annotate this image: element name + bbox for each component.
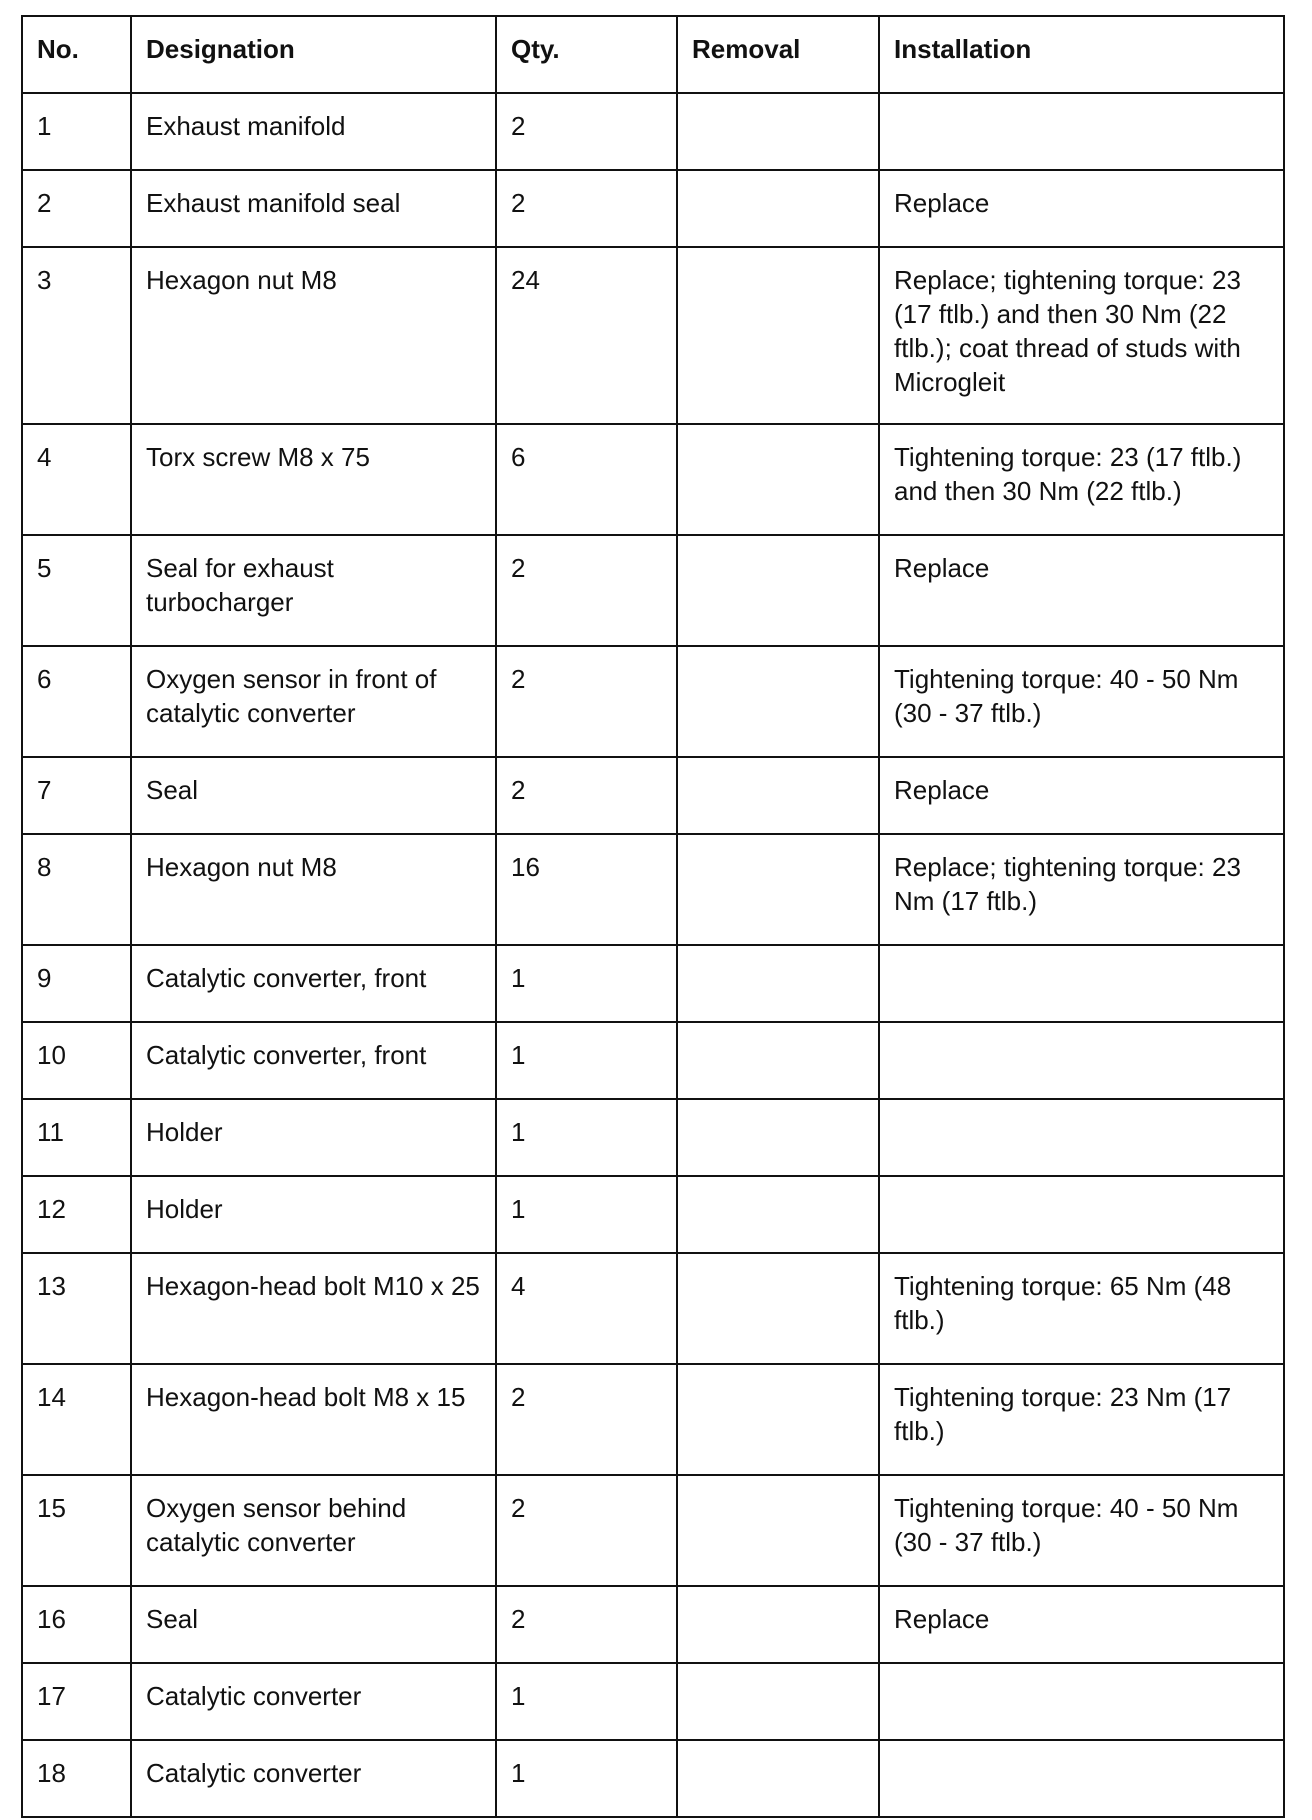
cell-removal — [677, 1586, 879, 1663]
cell-designation: Seal — [131, 1586, 496, 1663]
cell-installation — [879, 945, 1284, 1022]
cell-qty: 1 — [496, 1022, 677, 1099]
cell-removal — [677, 757, 879, 834]
cell-no: 7 — [22, 757, 131, 834]
cell-no: 9 — [22, 945, 131, 1022]
cell-no: 2 — [22, 170, 131, 247]
cell-removal — [677, 1022, 879, 1099]
cell-designation: Torx screw M8 x 75 — [131, 424, 496, 535]
cell-no: 17 — [22, 1663, 131, 1740]
table-row — [22, 424, 1284, 535]
cell-removal — [677, 945, 879, 1022]
cell-qty: 2 — [496, 1586, 677, 1663]
cell-removal — [677, 1253, 879, 1364]
table-row — [22, 1176, 1284, 1253]
cell-no: 5 — [22, 535, 131, 646]
cell-designation: Holder — [131, 1176, 496, 1253]
header-row — [22, 16, 1284, 93]
header-installation: Installation — [879, 16, 1284, 93]
cell-installation: Replace; tightening torque: 23 (17 ftlb.) and then 30 Nm (22 ftlb.); coat thread of studs with Microgleit — [879, 247, 1284, 424]
cell-designation: Exhaust manifold seal — [131, 170, 496, 247]
cell-qty: 4 — [496, 1253, 677, 1364]
cell-no: 8 — [22, 834, 131, 945]
cell-designation: Hexagon-head bolt M10 x 25 — [131, 1253, 496, 1364]
cell-designation: Seal — [131, 757, 496, 834]
cell-no: 14 — [22, 1364, 131, 1475]
cell-installation: Replace — [879, 170, 1284, 247]
cell-removal — [677, 834, 879, 945]
table-row — [22, 1740, 1284, 1817]
cell-installation — [879, 1176, 1284, 1253]
table-row — [22, 170, 1284, 247]
cell-designation: Hexagon nut M8 — [131, 247, 496, 424]
cell-removal — [677, 646, 879, 757]
cell-removal — [677, 1176, 879, 1253]
cell-designation: Catalytic converter, front — [131, 1022, 496, 1099]
cell-qty: 2 — [496, 170, 677, 247]
cell-removal — [677, 424, 879, 535]
cell-installation — [879, 1099, 1284, 1176]
header-removal: Removal — [677, 16, 879, 93]
cell-removal — [677, 535, 879, 646]
cell-designation: Oxygen sensor behind catalytic converter — [131, 1475, 496, 1586]
table-row — [22, 93, 1284, 170]
cell-qty: 1 — [496, 1663, 677, 1740]
cell-removal — [677, 247, 879, 424]
cell-installation: Tightening torque: 40 - 50 Nm (30 - 37 ftlb.) — [879, 1475, 1284, 1586]
table-row — [22, 945, 1284, 1022]
cell-installation — [879, 1022, 1284, 1099]
cell-qty: 16 — [496, 834, 677, 945]
cell-installation: Tightening torque: 23 Nm (17 ftlb.) — [879, 1364, 1284, 1475]
cell-no: 6 — [22, 646, 131, 757]
cell-designation: Oxygen sensor in front of catalytic converter — [131, 646, 496, 757]
cell-removal — [677, 1099, 879, 1176]
cell-no: 11 — [22, 1099, 131, 1176]
cell-removal — [677, 1740, 879, 1817]
table-row — [22, 1253, 1284, 1364]
cell-designation: Catalytic converter — [131, 1663, 496, 1740]
cell-designation: Catalytic converter, front — [131, 945, 496, 1022]
cell-installation: Tightening torque: 65 Nm (48 ftlb.) — [879, 1253, 1284, 1364]
table-row — [22, 535, 1284, 646]
cell-designation: Exhaust manifold — [131, 93, 496, 170]
cell-installation — [879, 93, 1284, 170]
cell-installation: Tightening torque: 40 - 50 Nm (30 - 37 ftlb.) — [879, 646, 1284, 757]
cell-no: 16 — [22, 1586, 131, 1663]
parts-table-container — [21, 15, 1285, 1818]
cell-qty: 1 — [496, 1099, 677, 1176]
cell-qty: 2 — [496, 535, 677, 646]
cell-designation: Catalytic converter — [131, 1740, 496, 1817]
cell-no: 3 — [22, 247, 131, 424]
cell-qty: 2 — [496, 1364, 677, 1475]
cell-removal — [677, 170, 879, 247]
cell-installation: Replace; tightening torque: 23 Nm (17 ftlb.) — [879, 834, 1284, 945]
cell-qty: 2 — [496, 757, 677, 834]
table-row — [22, 247, 1284, 424]
table-row — [22, 1099, 1284, 1176]
cell-installation: Tightening torque: 23 (17 ftlb.) and then 30 Nm (22 ftlb.) — [879, 424, 1284, 535]
cell-no: 13 — [22, 1253, 131, 1364]
cell-no: 10 — [22, 1022, 131, 1099]
cell-qty: 2 — [496, 1475, 677, 1586]
cell-no: 12 — [22, 1176, 131, 1253]
table-row — [22, 1586, 1284, 1663]
cell-qty: 1 — [496, 945, 677, 1022]
cell-no: 15 — [22, 1475, 131, 1586]
cell-designation: Hexagon nut M8 — [131, 834, 496, 945]
table-row — [22, 1663, 1284, 1740]
cell-installation: Replace — [879, 1586, 1284, 1663]
cell-installation: Replace — [879, 757, 1284, 834]
table-row — [22, 834, 1284, 945]
cell-designation: Hexagon-head bolt M8 x 15 — [131, 1364, 496, 1475]
cell-qty: 1 — [496, 1740, 677, 1817]
cell-installation — [879, 1663, 1284, 1740]
header-no: No. — [22, 16, 131, 93]
cell-qty: 2 — [496, 93, 677, 170]
parts-table — [21, 15, 1285, 1818]
cell-designation: Seal for exhaust turbocharger — [131, 535, 496, 646]
cell-removal — [677, 1663, 879, 1740]
cell-qty: 6 — [496, 424, 677, 535]
cell-designation: Holder — [131, 1099, 496, 1176]
table-body — [22, 93, 1284, 1817]
cell-installation — [879, 1740, 1284, 1817]
table-row — [22, 1364, 1284, 1475]
table-row — [22, 757, 1284, 834]
cell-removal — [677, 1475, 879, 1586]
header-designation: Designation — [131, 16, 496, 93]
cell-qty: 1 — [496, 1176, 677, 1253]
cell-qty: 2 — [496, 646, 677, 757]
cell-no: 18 — [22, 1740, 131, 1817]
cell-no: 4 — [22, 424, 131, 535]
cell-no: 1 — [22, 93, 131, 170]
cell-removal — [677, 1364, 879, 1475]
table-row — [22, 1022, 1284, 1099]
cell-removal — [677, 93, 879, 170]
cell-qty: 24 — [496, 247, 677, 424]
table-row — [22, 646, 1284, 757]
cell-installation: Replace — [879, 535, 1284, 646]
table-row — [22, 1475, 1284, 1586]
header-qty: Qty. — [496, 16, 677, 93]
